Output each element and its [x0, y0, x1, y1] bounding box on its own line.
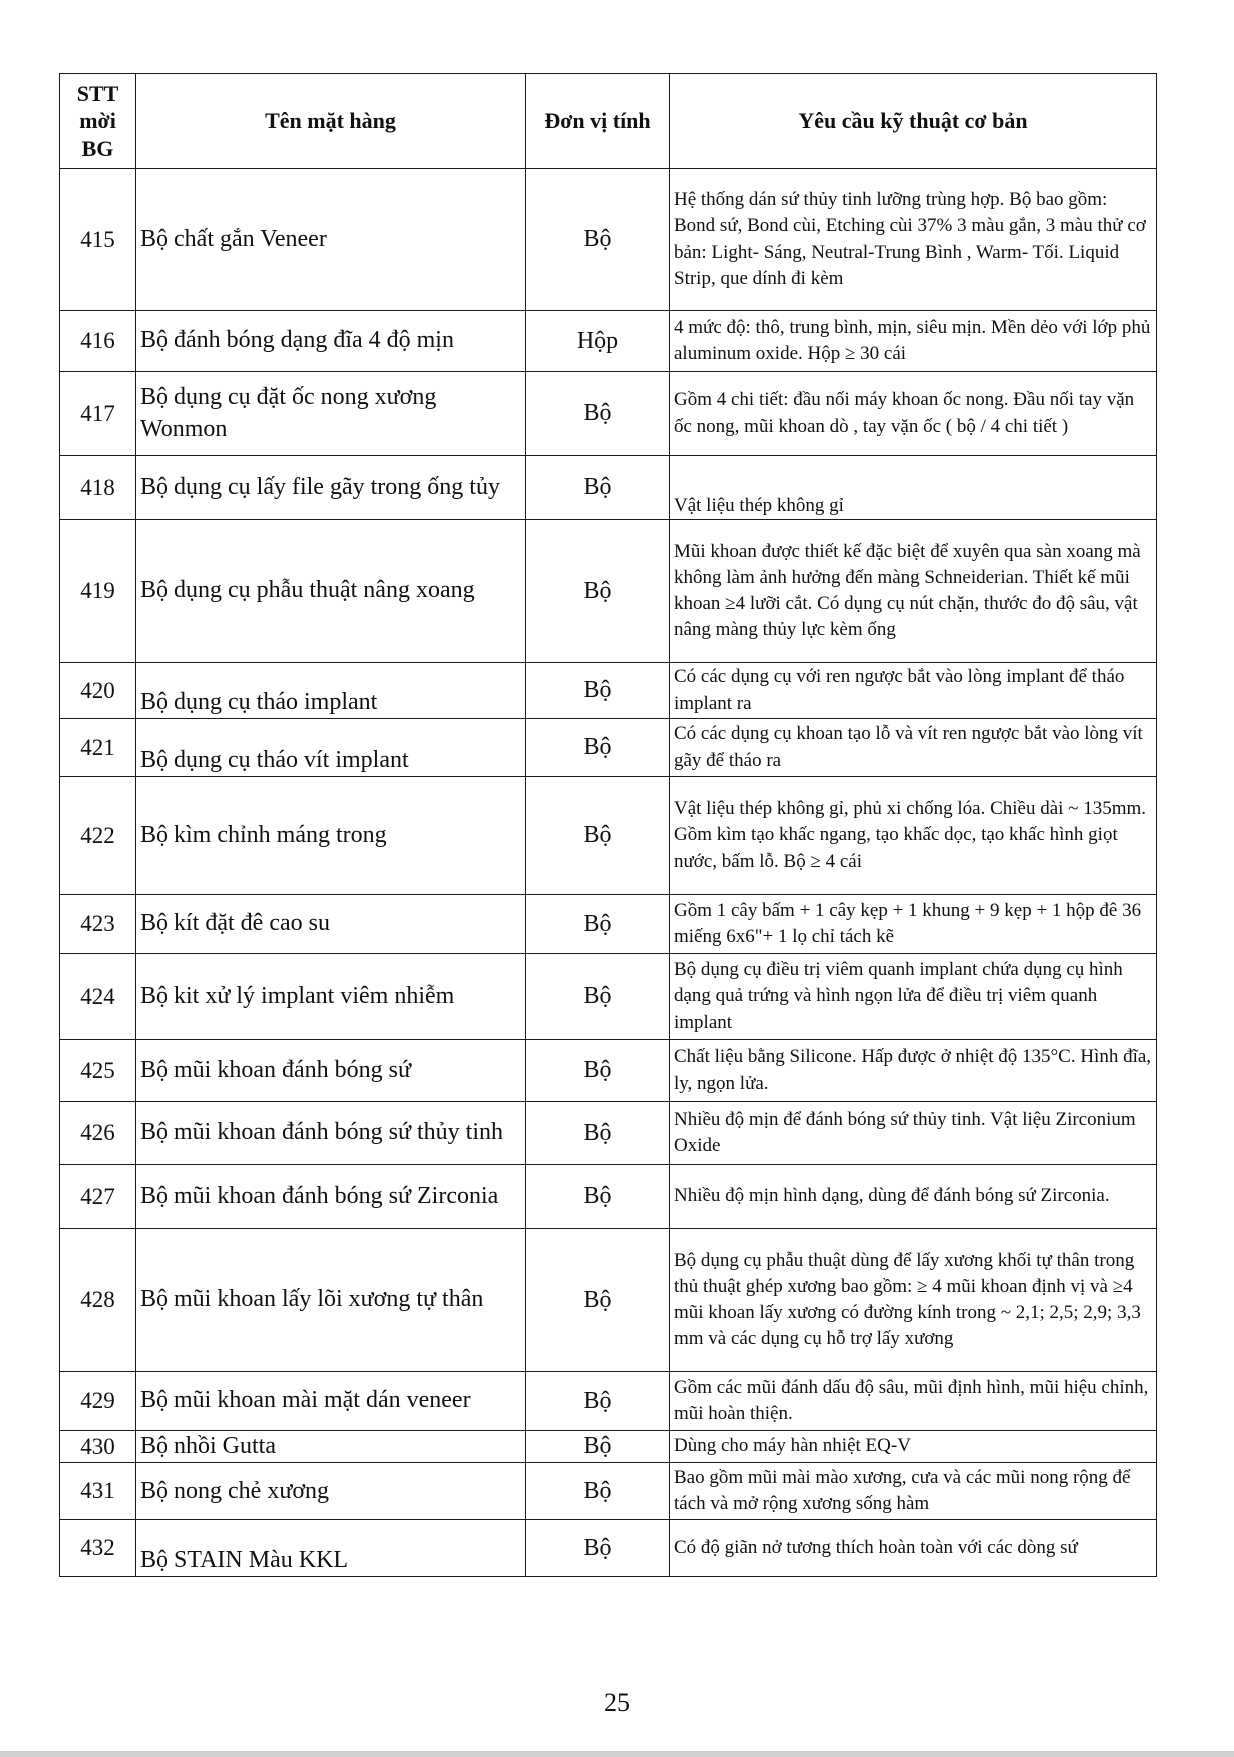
row-spec: Có các dụng cụ với ren ngược bắt vào lòng implant để tháo implant ra	[670, 663, 1157, 719]
row-name: Bộ mũi khoan đánh bóng sứ	[136, 1040, 526, 1102]
table-row	[60, 169, 1157, 311]
row-spec: Nhiều độ mịn hình dạng, dùng để đánh bóng sứ Zirconia.	[670, 1165, 1157, 1229]
table-row	[60, 1520, 1157, 1577]
row-name: Bộ kít đặt đê cao su	[136, 895, 526, 954]
row-unit: Bộ	[526, 663, 670, 719]
row-spec: Gồm 4 chi tiết: đầu nối máy khoan ốc nong. Đầu nối tay vặn ốc nong, mũi khoan dò , tay vặn ốc ( bộ / 4 chi tiết )	[670, 372, 1157, 456]
row-spec: 4 mức độ: thô, trung bình, mịn, siêu mịn. Mền dẻo với lớp phủ aluminum oxide. Hộp ≥ 30 cái	[670, 311, 1157, 372]
row-spec: Có các dụng cụ khoan tạo lỗ và vít ren ngược bắt vào lòng vít gãy để tháo ra	[670, 719, 1157, 777]
table-row	[60, 1463, 1157, 1520]
row-stt: 425	[60, 1040, 136, 1102]
row-stt: 417	[60, 372, 136, 456]
row-spec: Vật liệu thép không gỉ, phủ xi chống lóa. Chiều dài ~ 135mm. Gồm kìm tạo khấc ngang, tạo khấc dọc, tạo khấc hình giọt nước, bấm lỗ. Bộ ≥ 4 cái	[670, 777, 1157, 895]
row-stt: 419	[60, 520, 136, 663]
table-row	[60, 777, 1157, 895]
row-stt: 429	[60, 1372, 136, 1431]
row-name: Bộ mũi khoan đánh bóng sứ Zirconia	[136, 1165, 526, 1229]
row-stt: 426	[60, 1102, 136, 1165]
header-name: Tên mặt hàng	[136, 74, 526, 169]
row-spec: Chất liệu bằng Silicone. Hấp được ở nhiệt độ 135°C. Hình đĩa, ly, ngọn lửa.	[670, 1040, 1157, 1102]
row-name: Bộ mũi khoan đánh bóng sứ thủy tinh	[136, 1102, 526, 1165]
row-spec: Gồm 1 cây bấm + 1 cây kẹp + 1 khung + 9 kẹp + 1 hộp đê 36 miếng 6x6"+ 1 lọ chỉ tách kẽ	[670, 895, 1157, 954]
table-row	[60, 1040, 1157, 1102]
row-name: Bộ mũi khoan mài mặt dán veneer	[136, 1372, 526, 1431]
header-spec: Yêu cầu kỹ thuật cơ bản	[670, 74, 1157, 169]
row-spec: Vật liệu thép không gỉ	[670, 456, 1157, 520]
row-spec: Bao gồm mũi mài mào xương, cưa và các mũi nong rộng để tách và mở rộng xương sống hàm	[670, 1463, 1157, 1520]
row-spec: Hệ thống dán sứ thủy tinh lưỡng trùng hợp. Bộ bao gồm: Bond sứ, Bond cùi, Etching cùi 37% 3 màu gắn, 3 màu thử cơ bản: Light- Sáng, Neutral-Trung Bình , Warm- Tối. Liquid Strip, que dính đi kèm	[670, 169, 1157, 311]
row-unit: Bộ	[526, 1372, 670, 1431]
row-unit: Bộ	[526, 372, 670, 456]
row-name: Bộ STAIN Màu KKL	[136, 1520, 526, 1577]
row-unit: Bộ	[526, 777, 670, 895]
row-spec: Mũi khoan được thiết kế đặc biệt để xuyên qua sàn xoang mà không làm ảnh hưởng đến màng Schneiderian. Thiết kế mũi khoan ≥4 lưỡi cắt. Có dụng cụ nút chặn, thước đo độ sâu, vật nâng màng thủy lực kèm ống	[670, 520, 1157, 663]
row-spec: Có độ giãn nở tương thích hoàn toàn với các dòng sứ	[670, 1520, 1157, 1577]
header-unit: Đơn vị tính	[526, 74, 670, 169]
table-row	[60, 895, 1157, 954]
row-stt: 418	[60, 456, 136, 520]
table-row	[60, 1372, 1157, 1431]
page-bottom-edge	[0, 1751, 1234, 1757]
row-stt: 421	[60, 719, 136, 777]
row-stt: 416	[60, 311, 136, 372]
table-row	[60, 456, 1157, 520]
row-name: Bộ nhồi Gutta	[136, 1431, 526, 1463]
row-unit: Bộ	[526, 1520, 670, 1577]
row-stt: 431	[60, 1463, 136, 1520]
row-unit: Bộ	[526, 169, 670, 311]
row-name: Bộ dụng cụ phẫu thuật nâng xoang	[136, 520, 526, 663]
header-stt: STT mời BG	[60, 74, 136, 169]
table-row	[60, 311, 1157, 372]
row-name: Bộ đánh bóng dạng đĩa 4 độ mịn	[136, 311, 526, 372]
table-row	[60, 663, 1157, 719]
items-table	[59, 73, 1157, 1577]
page-number: 25	[604, 1688, 630, 1717]
row-unit: Bộ	[526, 1463, 670, 1520]
row-name: Bộ dụng cụ đặt ốc nong xương Wonmon	[136, 372, 526, 456]
row-stt: 420	[60, 663, 136, 719]
row-unit: Hộp	[526, 311, 670, 372]
row-name: Bộ kit xử lý implant viêm nhiễm	[136, 954, 526, 1040]
row-stt: 427	[60, 1165, 136, 1229]
row-spec: Dùng cho máy hàn nhiệt EQ-V	[670, 1431, 1157, 1463]
table-row	[60, 372, 1157, 456]
table-row	[60, 520, 1157, 663]
row-stt: 415	[60, 169, 136, 311]
row-spec: Bộ dụng cụ phẫu thuật dùng để lấy xương khối tự thân trong thủ thuật ghép xương bao gồm: ≥ 4 mũi khoan định vị và ≥4 mũi khoan lấy xương có đường kính trong ~ 2,1; 2,5; 2,9; 3,3 mm và các dụng cụ hỗ trợ lấy xương	[670, 1229, 1157, 1372]
row-unit: Bộ	[526, 520, 670, 663]
row-stt: 432	[60, 1520, 136, 1577]
row-stt: 424	[60, 954, 136, 1040]
table-row	[60, 1431, 1157, 1463]
row-name: Bộ nong chẻ xương	[136, 1463, 526, 1520]
row-unit: Bộ	[526, 895, 670, 954]
row-stt: 428	[60, 1229, 136, 1372]
row-unit: Bộ	[526, 1229, 670, 1372]
row-unit: Bộ	[526, 1102, 670, 1165]
row-name: Bộ mũi khoan lấy lõi xương tự thân	[136, 1229, 526, 1372]
row-name: Bộ dụng cụ tháo implant	[136, 663, 526, 719]
row-spec: Gồm các mũi đánh dấu độ sâu, mũi định hình, mũi hiệu chỉnh, mũi hoàn thiện.	[670, 1372, 1157, 1431]
row-unit: Bộ	[526, 954, 670, 1040]
table-row	[60, 1229, 1157, 1372]
table-row	[60, 954, 1157, 1040]
row-name: Bộ chất gắn Veneer	[136, 169, 526, 311]
row-unit: Bộ	[526, 456, 670, 520]
row-name: Bộ kìm chỉnh máng trong	[136, 777, 526, 895]
row-unit: Bộ	[526, 719, 670, 777]
row-name: Bộ dụng cụ tháo vít implant	[136, 719, 526, 777]
row-spec: Bộ dụng cụ điều trị viêm quanh implant chứa dụng cụ hình dạng quả trứng và hình ngọn lửa để điều trị viêm quanh implant	[670, 954, 1157, 1040]
row-unit: Bộ	[526, 1165, 670, 1229]
row-stt: 423	[60, 895, 136, 954]
table-row	[60, 719, 1157, 777]
row-unit: Bộ	[526, 1431, 670, 1463]
table-row	[60, 1102, 1157, 1165]
row-stt: 430	[60, 1431, 136, 1463]
row-spec: Nhiều độ mịn để đánh bóng sứ thủy tinh. Vật liệu Zirconium Oxide	[670, 1102, 1157, 1165]
row-name: Bộ dụng cụ lấy file gãy trong ống tủy	[136, 456, 526, 520]
row-unit: Bộ	[526, 1040, 670, 1102]
row-stt: 422	[60, 777, 136, 895]
table-header-row	[60, 74, 1157, 169]
table-row	[60, 1165, 1157, 1229]
